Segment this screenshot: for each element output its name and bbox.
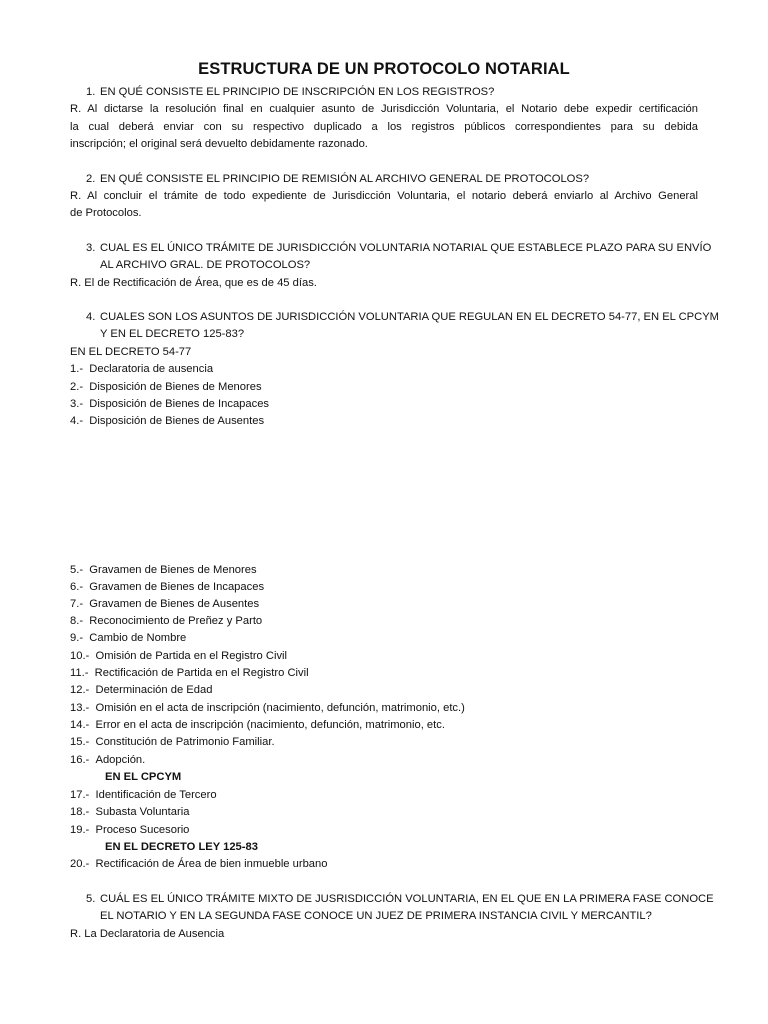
list-item-number: 19.- <box>70 824 90 836</box>
question-number: 1. <box>86 86 96 98</box>
list-item-text: Disposición de Bienes de Menores <box>89 381 262 393</box>
question-4 <box>86 309 719 326</box>
list-item-number: 3.- <box>70 398 84 410</box>
answer-3: R. El de Rectificación de Área, que es de 45 días. <box>70 277 317 289</box>
list-item <box>70 648 287 665</box>
list-item <box>70 856 327 873</box>
section-heading-decreto-ley-125-83: EN EL DECRETO LEY 125-83 <box>105 841 258 853</box>
list-item-text: Determinación de Edad <box>95 684 213 696</box>
list-item <box>70 396 269 413</box>
answer-2-line-2: de Protocolos. <box>70 207 142 219</box>
question-3 <box>86 240 711 257</box>
list-item-text: Constitución de Patrimonio Familiar. <box>95 736 275 748</box>
answer-5: R. La Declaratoria de Ausencia <box>70 928 225 940</box>
list-item-text: Disposición de Bienes de Ausentes <box>89 415 265 427</box>
list-item-text: Reconocimiento de Preñez y Parto <box>89 615 263 627</box>
list-item <box>70 717 445 734</box>
list-item-number: 2.- <box>70 381 84 393</box>
list-item-number: 9.- <box>70 632 84 644</box>
list-item-text: Omisión en el acta de inscripción (nacimiento, defunción, matrimonio, etc.) <box>95 702 465 714</box>
list-item <box>70 596 259 613</box>
list-item-text: Identificación de Tercero <box>95 789 217 801</box>
list-item-number: 14.- <box>70 719 90 731</box>
question-text: CUALES SON LOS ASUNTOS DE JURISDICCIÓN VOLUNTARIA QUE REGULAN EN EL DECRETO 54-77, EN EL CPCYM <box>100 311 719 323</box>
list-item-text: Omisión de Partida en el Registro Civil <box>95 650 288 662</box>
question-2 <box>86 171 589 188</box>
question-3-continued: AL ARCHIVO GRAL. DE PROTOCOLOS? <box>100 259 311 271</box>
list-item <box>70 665 309 682</box>
question-number: 4. <box>86 311 96 323</box>
list-item <box>70 752 145 769</box>
list-item-text: Disposición de Bienes de Incapaces <box>89 398 270 410</box>
list-item-text: Proceso Sucesorio <box>95 824 190 836</box>
question-text: EN QUÉ CONSISTE EL PRINCIPIO DE INSCRIPCIÓN EN LOS REGISTROS? <box>100 86 495 98</box>
list-item <box>70 682 212 699</box>
list-item-number: 7.- <box>70 598 84 610</box>
section-heading-decreto-54-77: EN EL DECRETO 54-77 <box>70 346 192 358</box>
list-item-number: 10.- <box>70 650 90 662</box>
list-item-number: 17.- <box>70 789 90 801</box>
list-item-text: Gravamen de Bienes de Ausentes <box>89 598 260 610</box>
question-5 <box>86 891 714 908</box>
list-item <box>70 734 275 751</box>
list-item-text: Error en el acta de inscripción (nacimiento, defunción, matrimonio, etc. <box>95 719 445 731</box>
question-number: 5. <box>86 893 96 905</box>
answer-1-line-3: inscripción; el original será devuelto debidamente razonado. <box>70 138 368 150</box>
list-item-text: Cambio de Nombre <box>89 632 187 644</box>
list-item-number: 13.- <box>70 702 90 714</box>
list-item <box>70 630 186 647</box>
list-item-number: 20.- <box>70 858 90 870</box>
list-item <box>70 413 264 430</box>
list-item-number: 18.- <box>70 806 90 818</box>
question-1 <box>86 84 494 101</box>
list-item-text: Adopción. <box>95 754 146 766</box>
list-item <box>70 804 189 821</box>
list-item-number: 4.- <box>70 415 84 427</box>
question-text: EN QUÉ CONSISTE EL PRINCIPIO DE REMISIÓN AL ARCHIVO GENERAL DE PROTOCOLOS? <box>100 173 590 185</box>
list-item <box>70 613 262 630</box>
document-title: ESTRUCTURA DE UN PROTOCOLO NOTARIAL <box>198 60 570 78</box>
answer-2-line-1: R. Al concluir el trámite de todo expediente de Jurisdicción Voluntaria, el notario deberá enviarlo al Archivo General <box>70 190 698 202</box>
list-item <box>70 361 213 378</box>
list-item <box>70 787 217 804</box>
question-number: 2. <box>86 173 96 185</box>
question-text: CUÁL ES EL ÚNICO TRÁMITE MIXTO DE JUSRISDICCIÓN VOLUNTARIA, EN EL QUE EN LA PRIMERA FASE CONOCE <box>100 893 714 905</box>
list-item-number: 1.- <box>70 363 84 375</box>
question-4-continued: Y EN EL DECRETO 125-83? <box>100 328 245 340</box>
list-item-text: Subasta Voluntaria <box>95 806 190 818</box>
question-number: 3. <box>86 242 96 254</box>
list-item <box>70 700 465 717</box>
list-item <box>70 579 264 596</box>
list-item-text: Rectificación de Partida en el Registro Civil <box>94 667 309 679</box>
answer-1-line-2: la cual deberá enviar con su respectivo duplicado a los registros públicos correspondientes para su debida <box>70 121 698 133</box>
question-text: CUAL ES EL ÚNICO TRÁMITE DE JURISDICCIÓN VOLUNTARIA NOTARIAL QUE ESTABLECE PLAZO PARA SU ENVÍO <box>100 242 712 254</box>
list-item-number: 15.- <box>70 736 90 748</box>
list-item-text: Gravamen de Bienes de Menores <box>89 564 257 576</box>
answer-1-line-1: R. Al dictarse la resolución final en cualquier asunto de Jurisdicción Voluntaria, el Notario debe expedir certificación <box>70 103 698 115</box>
list-item-text: Gravamen de Bienes de Incapaces <box>89 581 265 593</box>
list-item-text: Declaratoria de ausencia <box>89 363 214 375</box>
list-item-number: 6.- <box>70 581 84 593</box>
list-item <box>70 379 262 396</box>
list-item-text: Rectificación de Área de bien inmueble urbano <box>95 858 328 870</box>
list-item-number: 16.- <box>70 754 90 766</box>
list-item-number: 11.- <box>70 667 89 679</box>
list-item <box>70 562 257 579</box>
list-item-number: 8.- <box>70 615 84 627</box>
section-heading-cpcym: EN EL CPCYM <box>105 771 182 783</box>
list-item-number: 5.- <box>70 564 84 576</box>
list-item-number: 12.- <box>70 684 90 696</box>
list-item <box>70 822 189 839</box>
question-5-continued: EL NOTARIO Y EN LA SEGUNDA FASE CONOCE UN JUEZ DE PRIMERA INSTANCIA CIVIL Y MERCANTIL? <box>100 910 652 922</box>
